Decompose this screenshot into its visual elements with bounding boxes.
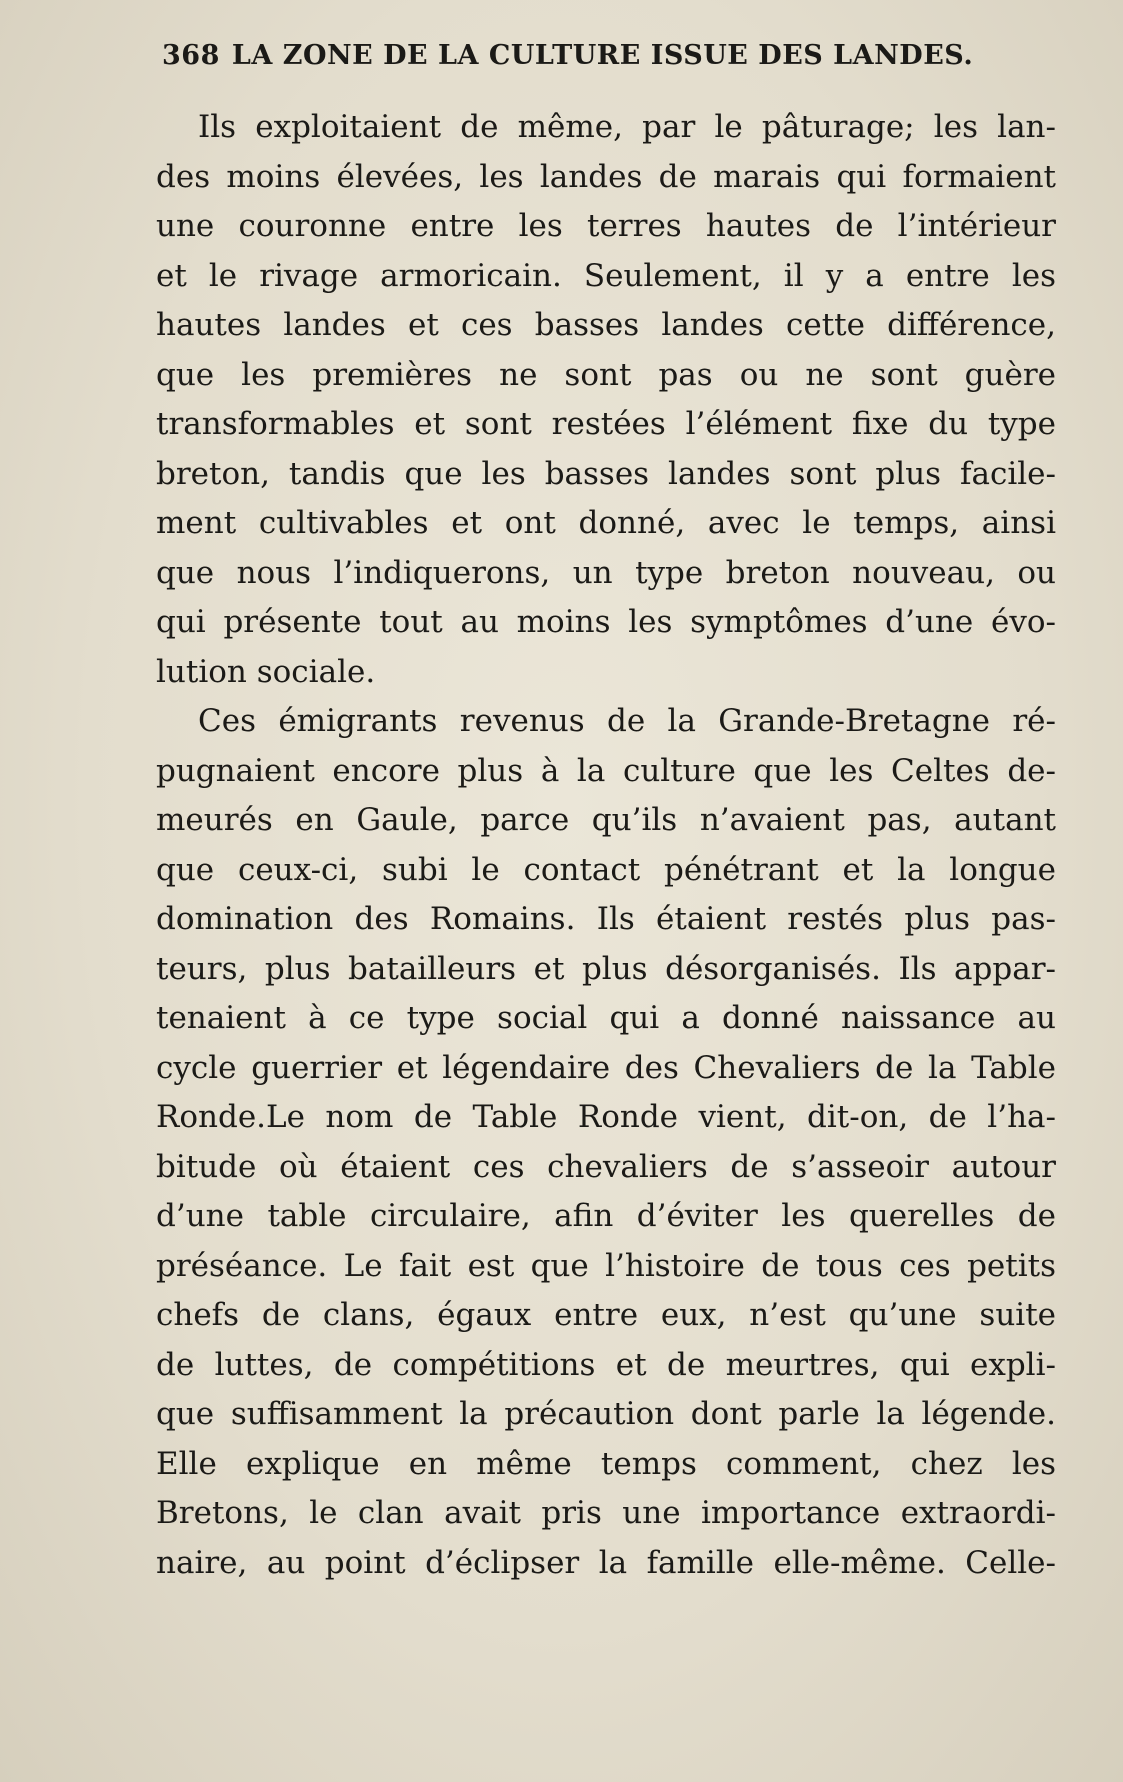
text-line: hautes landes et ces basses landes cette différence, [156,307,1056,343]
text-line: d’une table circulaire, afin d’éviter les querelles de [156,1198,1056,1234]
text-line: Ronde.Le nom de Table Ronde vient, dit-on, de l’ha- [156,1099,1056,1135]
text-line: Ils exploitaient de même, par le pâturage; les lan- [198,109,1056,145]
text-line: que nous l’indiquerons, un type breton nouveau, ou [156,554,1056,591]
text-line: qui présente tout au moins les symptômes d’une évo- [156,604,1056,640]
text-line: domination des Romains. Ils étaient restés plus pas- [156,901,1056,937]
text-line: des moins élevées, les landes de marais qui formaient [156,158,1056,195]
text-line: ment cultivables et ont donné, avec le temps, ainsi [156,505,1056,541]
text-line: pugnaient encore plus à la culture que les Celtes de- [156,752,1056,789]
running-header [162,40,972,76]
running-title: LA ZONE DE LA CULTURE ISSUE DES LANDES. [231,40,974,71]
text-line: breton, tandis que les basses landes sont plus facile- [156,455,1056,492]
text-line: lution sociale. [156,653,376,690]
text-line: Ces émigrants revenus de la Grande-Bretagne ré- [198,703,1056,739]
text-line: que les premières ne sont pas ou ne sont guère [156,356,1056,393]
text-line: préséance. Le fait est que l’histoire de tous ces petits [156,1247,1056,1284]
text-line: et le rivage armoricain. Seulement, il y a entre les [156,257,1056,294]
text-line: tenaient à ce type social qui a donné naissance au [156,1000,1056,1036]
text-line: Elle explique en même temps comment, chez les [156,1445,1056,1482]
body-text [156,103,1056,1588]
text-line: transformables et sont restées l’élément fixe du type [156,406,1056,442]
text-line: Bretons, le clan avait pris une importance extraordi- [156,1495,1056,1531]
text-line: que suffisamment la précaution dont parle la légende. [156,1396,1056,1432]
text-line: de luttes, de compétitions et de meurtres, qui expli- [156,1346,1056,1383]
text-line: meurés en Gaule, parce qu’ils n’avaient pas, autant [156,802,1056,838]
text-line: que ceux-ci, subi le contact pénétrant et la longue [156,851,1056,888]
page-number: 368 [162,40,220,71]
text-line: une couronne entre les terres hautes de l’intérieur [156,208,1056,244]
text-line: naire, au point d’éclipser la famille elle-même. Celle- [156,1544,1056,1581]
text-line: cycle guerrier et légendaire des Chevaliers de la Table [156,1049,1056,1086]
text-line: bitude où étaient ces chevaliers de s’asseoir autour [156,1148,1056,1185]
text-line: teurs, plus batailleurs et plus désorganisés. Ils appar- [156,950,1056,987]
text-line: chefs de clans, égaux entre eux, n’est qu’une suite [156,1297,1056,1333]
